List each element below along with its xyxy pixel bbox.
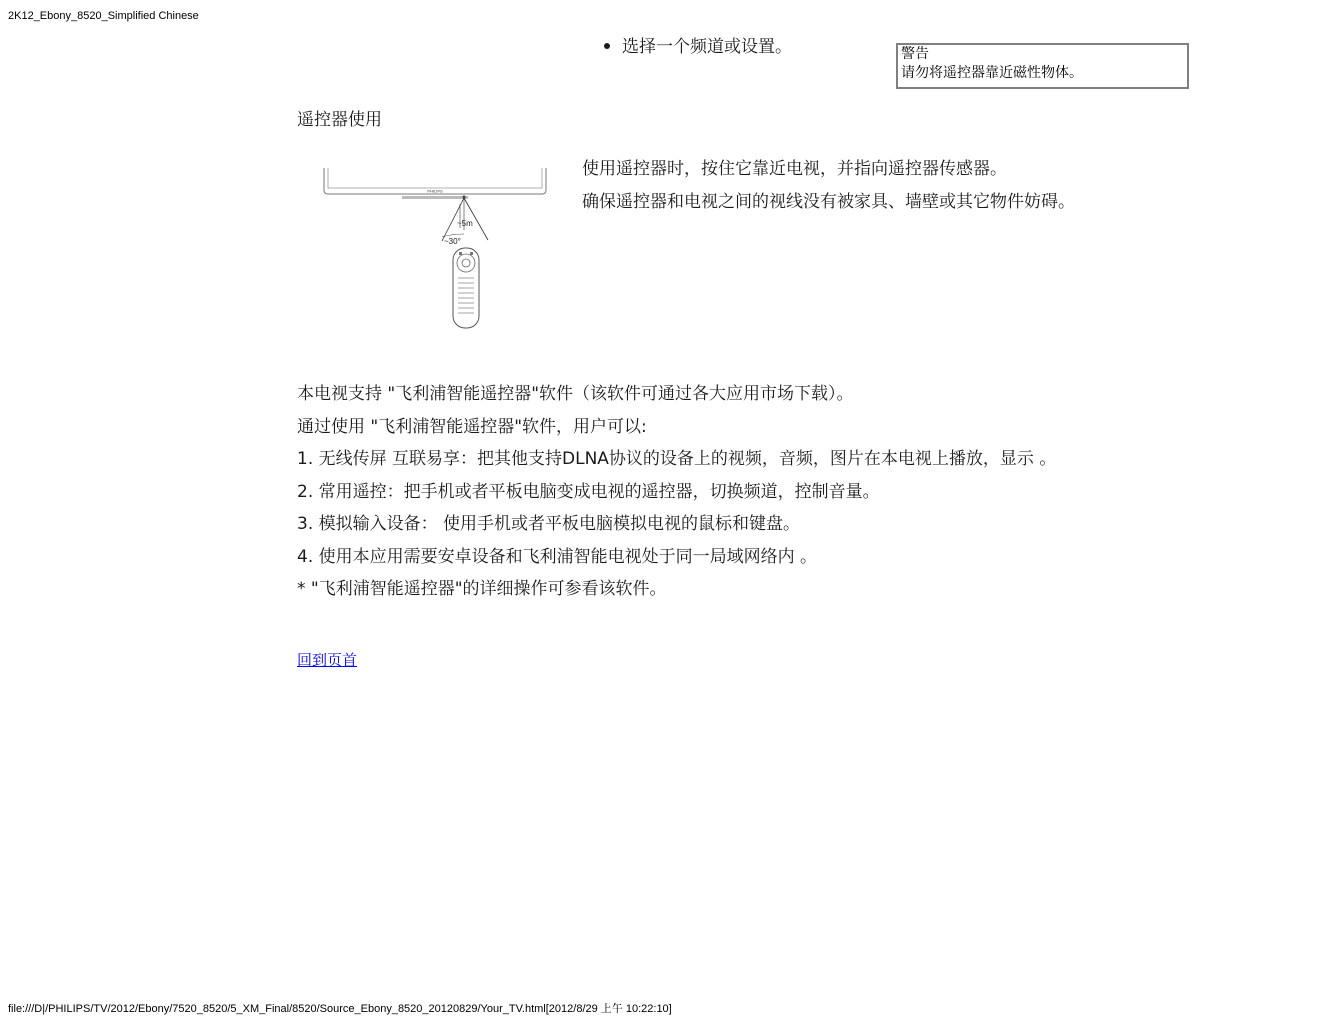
warning-title: 警告 (901, 46, 929, 62)
app-info-line: 2. 常用遥控：把手机或者平板电脑变成电视的遥控器，切换频道，控制音量。 (297, 481, 880, 502)
usage-instructions (582, 153, 1075, 219)
app-info-line: * "飞利浦智能遥控器"的详细操作可参看该软件。 (297, 579, 667, 599)
app-info-line: 本电视支持 "飞利浦智能遥控器"软件（该软件可通过各大应用市场下载）。 (297, 384, 854, 404)
document-footer-path: file:///D|/PHILIPS/TV/2012/Ebony/7520_8520/5_XM_Final/8520/Source_Ebony_8520_20120829/Your_TV.html[2012/8/29 上午 10:22:10] (8, 1003, 672, 1015)
app-info-line: 3. 模拟输入设备： 使用手机或者平板电脑模拟电视的鼠标和键盘。 (297, 514, 801, 534)
app-info-line: 通过使用 "飞利浦智能遥控器"软件，用户可以: (297, 416, 647, 437)
back-to-top-link[interactable]: 回到页首 (297, 651, 358, 669)
bullet-item (604, 32, 792, 57)
warning-text: 请勿将遥控器靠近磁性物体。 (901, 65, 1083, 81)
app-info-line: 4. 使用本应用需要安卓设备和飞利浦智能电视处于同一局域网络内 。 (297, 546, 818, 567)
app-info-line: 1. 无线传屏 互联易享：把其他支持DLNA协议的设备上的视频，音频，图片在本电视上播放，显示 。 (297, 449, 1057, 469)
angle-label: ~30° (444, 237, 461, 246)
usage-line-2: 确保遥控器和电视之间的视线没有被家具、墙壁或其它物件妨碍。 (582, 192, 1075, 212)
section-title: 遥控器使用 (297, 110, 382, 130)
remote-usage-diagram-icon (320, 168, 550, 332)
remote-usage-illustration (320, 168, 550, 332)
document-header: 2K12_Ebony_8520_Simplified Chinese (8, 10, 199, 22)
warning-box (896, 43, 1189, 89)
bullet-text: 选择一个频道或设置。 (622, 37, 792, 57)
smart-remote-app-info (297, 378, 1056, 606)
tv-brand-label: PHILIPS (427, 188, 443, 194)
bullet-dot-icon (604, 43, 610, 49)
distance-label: ~5m (457, 219, 473, 228)
usage-line-1: 使用遥控器时，按住它靠近电视，并指向遥控器传感器。 (582, 159, 1007, 179)
